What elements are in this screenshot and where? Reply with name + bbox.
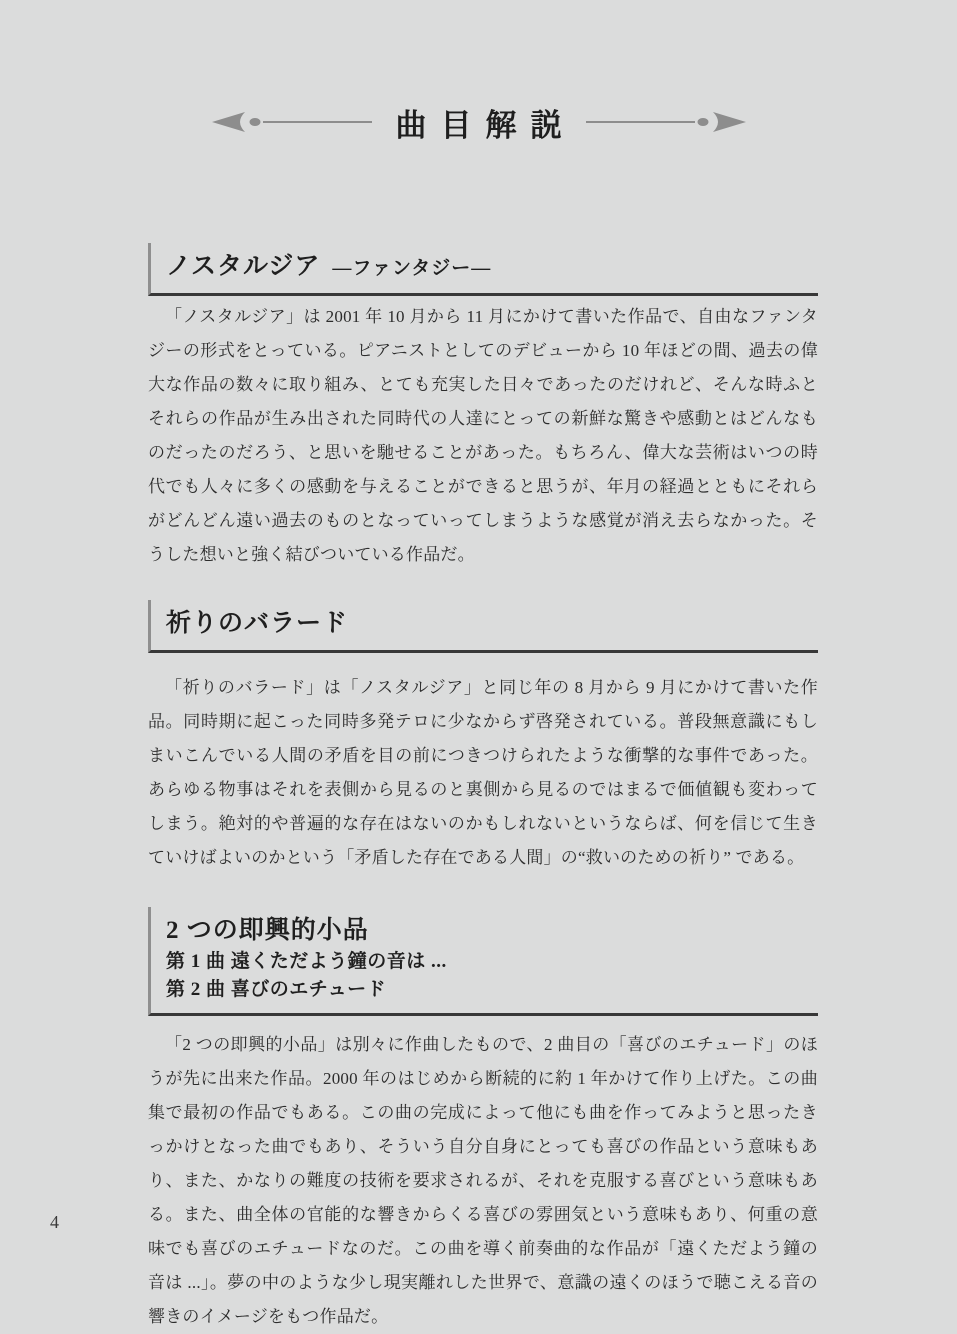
section-impromptus-heading	[148, 907, 818, 1016]
section-impromptus-body: 「2 つの即興的小品」は別々に作曲したもので、2 曲目の「喜びのエチュード」のほうが先に出来た作品。2000 年のはじめから断続的に約 1 年かけて作り上げた。この曲集で最初の作品でもある。この曲の完成によって他にも曲を作ってみようと思ったきっかけとなった曲でもあり、そういう自分自身にとっても喜びの作品という意味もあり、また、かなりの難度の技術を要求されるが、それを克服する喜びという意味もある。また、曲全体の官能的な響きからくる喜びの雰囲気という意味もあり、何重の意味でも喜びのエチュードなのだ。この曲を導く前奏曲的な作品が「遠くただよう鐘の音は ...」。夢の中のような少し現実離れした世界で、意識の遠くのほうで聴こえる音の響きのイメージをもつ作品だ。	[148, 1035, 818, 1326]
section-two-impromptus	[148, 907, 818, 1334]
section-inori-title: 祈りのバラード	[166, 610, 349, 637]
section-nostalgia-heading	[148, 243, 818, 296]
page-title-row	[211, 0, 747, 147]
section-impromptus-piece-1: 第 1 曲 遠くただよう鐘の音は ...	[166, 951, 447, 972]
fleur-arrow-right-icon	[695, 111, 747, 133]
content-column	[148, 243, 818, 1334]
title-rule-left	[263, 121, 372, 123]
section-inori-no-ballade	[148, 600, 818, 875]
title-ornament-left	[211, 111, 372, 133]
title-ornament-right	[586, 111, 747, 133]
fleur-arrow-left-icon	[211, 111, 263, 133]
section-nostalgia-body: 「ノスタルジア」は 2001 年 10 月から 11 月にかけて書いた作品で、自由なファンタジーの形式をとっている。ピアニストとしてのデビューから 10 年ほどの間、過去の偉大な作品の数々に取り組み、とても充実した日々であったのだけれど、そんな時ふとそれらの作品が生み出された同時代の人達にとっての新鮮な驚きや感動とはどんなものだったのだろう、と思いを馳せることがあった。もちろん、偉大な芸術はいつの時代でも人々に多くの感動を与えることができると思うが、年月の経過とともにそれらがどんどん遠い過去のものとなっていってしまうような感覚が消え去らなかった。そうした想いと強く結びついている作品だ。	[148, 307, 818, 564]
page-title: 曲目解説	[395, 107, 576, 143]
section-inori-heading	[148, 600, 818, 653]
section-inori-body: 「祈りのバラード」は「ノスタルジア」と同じ年の 8 月から 9 月にかけて書いた作品。同時期に起こった同時多発テロに少なからず啓発されている。普段無意識にもしまいこんでいる人間の矛盾を目の前につきつけられたような衝撃的な事件であった。あらゆる物事はそれを表側から見るのと裏側から見るのではまるで価値観も変わってしまう。絶対的や普遍的な存在はないのかもしれないというならば、何を信じて生きていけばよいのかという「矛盾した存在である人間」の“救いのための祈り” である。	[148, 678, 818, 867]
section-nostalgia-title: ノスタルジア	[166, 253, 321, 280]
section-impromptus-title: 2 つの即興的小品	[166, 917, 369, 944]
title-rule-right	[586, 121, 695, 123]
page-number: 4	[50, 1212, 59, 1232]
section-impromptus-piece-2: 第 2 曲 喜びのエチュード	[166, 979, 387, 1000]
section-nostalgia	[148, 243, 818, 572]
section-nostalgia-subtitle: ―ファンタジー―	[332, 258, 492, 279]
